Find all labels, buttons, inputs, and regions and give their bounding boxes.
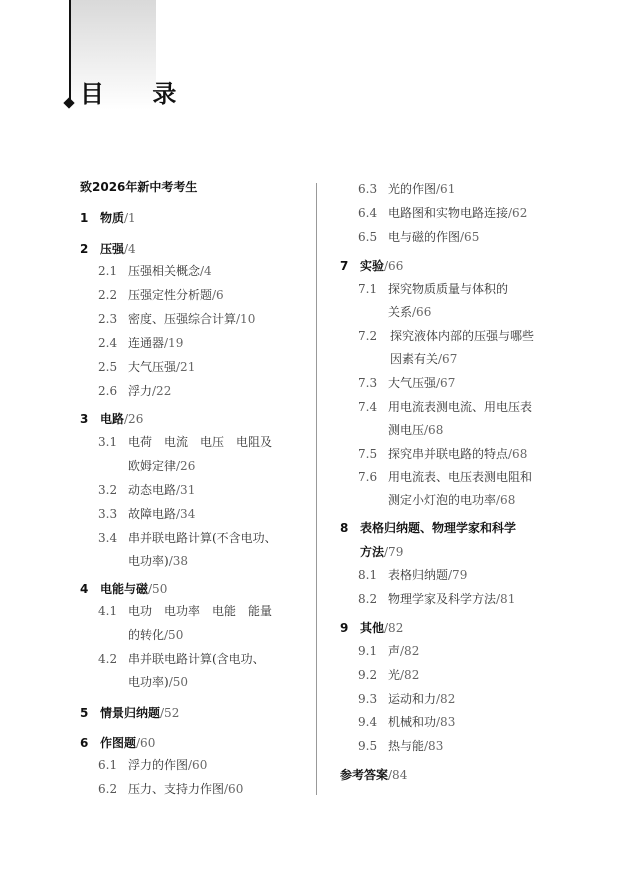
toc-section-title: 压力、支持力作图 — [128, 782, 225, 796]
toc-chapter-number: 4 — [80, 582, 89, 596]
toc-section-number: 2.3 — [98, 312, 118, 326]
toc-page-number: /79 — [384, 545, 404, 559]
toc-page-number: /60 — [224, 782, 244, 796]
toc-chapter-number: 7 — [340, 259, 349, 273]
toc-section-6-2[interactable] — [98, 780, 243, 798]
toc-page-number: /66 — [412, 305, 432, 319]
toc-section-number: 7.2 — [358, 329, 378, 343]
toc-section-7-6[interactable] — [358, 468, 532, 486]
toc-section-number: 3.2 — [98, 483, 118, 497]
toc-chapter-title: 实验 — [360, 259, 385, 273]
toc-section-title: 物理学家及科学方法 — [388, 592, 497, 606]
toc-section-7-2-cont[interactable] — [390, 350, 457, 368]
toc-section-7-6-cont[interactable] — [388, 491, 515, 509]
toc-page-number: /31 — [176, 483, 196, 497]
toc-chapter-number: 1 — [80, 211, 89, 225]
toc-section-title-continued: 欧姆定律 — [128, 459, 177, 473]
toc-entry-preface[interactable] — [80, 178, 197, 196]
toc-section-6-5[interactable] — [358, 228, 479, 246]
toc-page-number: /82 — [436, 692, 456, 706]
toc-entry-answers[interactable] — [340, 766, 407, 784]
toc-chapter-8-cont[interactable] — [360, 543, 403, 561]
toc-section-title-continued: 测定小灯泡的电功率 — [388, 493, 497, 507]
toc-chapter-title: 表格归纳题、物理学家和科学 — [360, 521, 517, 535]
toc-section-number: 9.4 — [358, 715, 378, 729]
toc-page-number: /21 — [176, 360, 196, 374]
column-divider — [316, 183, 317, 795]
toc-page-number: /22 — [152, 384, 172, 398]
toc-section-title: 密度、压强综合计算 — [128, 312, 237, 326]
toc-chapter-title-continued: 方法 — [360, 545, 385, 559]
toc-chapter-title: 参考答案 — [340, 768, 389, 782]
toc-section-number: 7.1 — [358, 282, 378, 296]
toc-section-2-5[interactable] — [98, 358, 195, 376]
toc-section-6-1[interactable] — [98, 756, 207, 774]
toc-section-title: 电功 电功率 电能 能量 — [128, 604, 273, 618]
toc-section-title: 动态电路 — [128, 483, 177, 497]
toc-section-7-3[interactable] — [358, 374, 455, 392]
toc-section-9-5[interactable] — [358, 737, 443, 755]
toc-section-2-6[interactable] — [98, 382, 171, 400]
toc-section-9-1[interactable] — [358, 642, 419, 660]
toc-section-3-1[interactable] — [98, 433, 272, 451]
toc-page-number: /4 — [200, 264, 212, 278]
toc-page-number: /66 — [384, 259, 404, 273]
toc-section-3-2[interactable] — [98, 481, 195, 499]
toc-section-8-2[interactable] — [358, 590, 515, 608]
toc-chapter-number: 5 — [80, 706, 89, 720]
toc-page-number: /50 — [168, 675, 188, 689]
toc-chapter-3[interactable] — [80, 410, 143, 428]
toc-section-number: 2.4 — [98, 336, 118, 350]
toc-entry-title: 致2026年新中考考生 — [80, 180, 198, 194]
toc-section-number: 4.1 — [98, 604, 118, 618]
toc-section-title: 串并联电路计算(不含电功、 — [128, 531, 277, 545]
toc-section-number: 7.3 — [358, 376, 378, 390]
toc-section-number: 7.4 — [358, 400, 378, 414]
toc-section-4-1-cont[interactable] — [128, 626, 183, 644]
toc-page-number: /60 — [188, 758, 208, 772]
toc-section-title: 用电流表测电流、用电压表 — [388, 400, 533, 414]
toc-section-title: 电荷 电流 电压 电阻及 — [128, 435, 273, 449]
toc-page-number: /67 — [438, 352, 458, 366]
toc-section-number: 8.1 — [358, 568, 378, 582]
toc-section-number: 9.2 — [358, 668, 378, 682]
toc-section-7-2[interactable] — [358, 327, 534, 345]
toc-chapter-number: 8 — [340, 521, 349, 535]
toc-section-number: 8.2 — [358, 592, 378, 606]
toc-section-title: 用电流表、电压表测电阻和 — [388, 470, 533, 484]
toc-section-number: 4.2 — [98, 652, 118, 666]
toc-chapter-title: 物质 — [100, 211, 125, 225]
toc-section-2-1[interactable] — [98, 262, 212, 280]
toc-page-number: /52 — [160, 706, 180, 720]
toc-page-number: /68 — [424, 423, 444, 437]
toc-section-4-2-cont[interactable] — [128, 673, 188, 691]
toc-chapter-1[interactable] — [80, 209, 136, 227]
toc-section-7-5[interactable] — [358, 445, 527, 463]
toc-section-title-continued: 电功率) — [128, 675, 169, 689]
toc-chapter-8[interactable] — [340, 519, 516, 537]
toc-page-number: /65 — [460, 230, 480, 244]
toc-chapter-title: 情景归纳题 — [100, 706, 161, 720]
toc-section-number: 6.1 — [98, 758, 118, 772]
toc-page-number: /67 — [436, 376, 456, 390]
toc-chapter-2[interactable] — [80, 240, 136, 258]
toc-section-title: 故障电路 — [128, 507, 177, 521]
toc-page-number: /82 — [384, 621, 404, 635]
toc-section-3-1-cont[interactable] — [128, 457, 195, 475]
page-title: 目 录 — [80, 79, 197, 108]
toc-section-title: 机械和功 — [388, 715, 437, 729]
toc-chapter-5[interactable] — [80, 704, 179, 722]
toc-chapter-title: 其他 — [360, 621, 385, 635]
toc-page-number: /10 — [236, 312, 256, 326]
toc-section-title-continued: 测电压 — [388, 423, 425, 437]
toc-section-number: 6.3 — [358, 182, 378, 196]
toc-page-number: /4 — [124, 242, 136, 256]
toc-section-title: 大气压强 — [128, 360, 177, 374]
toc-page-number: /82 — [400, 644, 420, 658]
toc-section-2-2[interactable] — [98, 286, 224, 304]
toc-page-number: /68 — [508, 447, 528, 461]
toc-section-7-4-cont[interactable] — [388, 421, 443, 439]
toc-section-title: 光的作图 — [388, 182, 437, 196]
toc-chapter-title: 作图题 — [100, 736, 137, 750]
toc-section-title-continued: 的转化 — [128, 628, 165, 642]
toc-section-title-continued: 因素有关 — [390, 352, 439, 366]
toc-section-number: 2.6 — [98, 384, 118, 398]
toc-page-number: /83 — [436, 715, 456, 729]
toc-section-title: 探究液体内部的压强与哪些 — [390, 329, 535, 343]
toc-section-3-3[interactable] — [98, 505, 195, 523]
toc-section-title: 声 — [388, 644, 401, 658]
toc-section-title-continued: 关系 — [388, 305, 413, 319]
toc-chapter-number: 3 — [80, 412, 89, 426]
toc-section-3-4[interactable] — [98, 529, 277, 547]
toc-chapter-4[interactable] — [80, 580, 167, 598]
toc-section-title: 浮力的作图 — [128, 758, 189, 772]
toc-page-number: /6 — [212, 288, 224, 302]
toc-section-number: 6.4 — [358, 206, 378, 220]
toc-section-title: 电路图和实物电路连接 — [388, 206, 509, 220]
toc-section-number: 2.1 — [98, 264, 118, 278]
toc-page-number: /50 — [164, 628, 184, 642]
toc-section-title-continued: 电功率) — [128, 554, 169, 568]
toc-section-title: 压强相关概念 — [128, 264, 201, 278]
toc-section-title: 连通器 — [128, 336, 165, 350]
toc-section-number: 3.3 — [98, 507, 118, 521]
toc-page-number: /84 — [388, 768, 408, 782]
toc-chapter-9[interactable] — [340, 619, 403, 637]
toc-chapter-title: 压强 — [100, 242, 125, 256]
toc-chapter-number: 9 — [340, 621, 349, 635]
toc-page-number: /38 — [168, 554, 188, 568]
toc-section-number: 6.2 — [98, 782, 118, 796]
toc-section-title: 串并联电路计算(含电功、 — [128, 652, 265, 666]
toc-page-number: /34 — [176, 507, 196, 521]
toc-page-number: /60 — [136, 736, 156, 750]
toc-chapter-title: 电能与磁 — [100, 582, 149, 596]
toc-section-title: 热与能 — [388, 739, 425, 753]
toc-section-4-1[interactable] — [98, 602, 272, 620]
toc-section-number: 7.6 — [358, 470, 378, 484]
toc-section-title: 运动和力 — [388, 692, 437, 706]
toc-section-title: 压强定性分析题 — [128, 288, 213, 302]
toc-section-number: 9.1 — [358, 644, 378, 658]
toc-section-7-1-cont[interactable] — [388, 303, 431, 321]
toc-page-number: /83 — [424, 739, 444, 753]
toc-section-7-1[interactable] — [358, 280, 508, 298]
toc-section-6-4[interactable] — [358, 204, 527, 222]
toc-section-3-4-cont[interactable] — [128, 552, 188, 570]
toc-page-number: /82 — [400, 668, 420, 682]
toc-page-number: /68 — [496, 493, 516, 507]
toc-section-title: 浮力 — [128, 384, 153, 398]
toc-section-title: 表格归纳题 — [388, 568, 449, 582]
toc-page-number: /26 — [176, 459, 196, 473]
toc-section-9-3[interactable] — [358, 690, 455, 708]
toc-page-number: /79 — [448, 568, 468, 582]
toc-section-9-4[interactable] — [358, 713, 455, 731]
toc-section-number: 9.5 — [358, 739, 378, 753]
toc-page-number: /50 — [148, 582, 168, 596]
toc-section-number: 2.2 — [98, 288, 118, 302]
toc-page-number: /19 — [164, 336, 184, 350]
toc-section-2-4[interactable] — [98, 334, 183, 352]
toc-section-title: 光 — [388, 668, 401, 682]
toc-chapter-title: 电路 — [100, 412, 125, 426]
toc-section-number: 6.5 — [358, 230, 378, 244]
toc-chapter-number: 6 — [80, 736, 89, 750]
toc-section-number: 9.3 — [358, 692, 378, 706]
toc-chapter-number: 2 — [80, 242, 89, 256]
toc-section-title: 探究串并联电路的特点 — [388, 447, 509, 461]
toc-section-2-3[interactable] — [98, 310, 255, 328]
toc-section-7-4[interactable] — [358, 398, 532, 416]
toc-section-title: 探究物质质量与体积的 — [388, 282, 509, 296]
toc-section-9-2[interactable] — [358, 666, 419, 684]
header-vertical-rule — [69, 0, 71, 104]
toc-section-title: 大气压强 — [388, 376, 437, 390]
toc-page-number: /26 — [124, 412, 144, 426]
toc-page-number: /61 — [436, 182, 456, 196]
toc-section-number: 3.1 — [98, 435, 118, 449]
toc-section-4-2[interactable] — [98, 650, 265, 668]
toc-section-6-3[interactable] — [358, 180, 455, 198]
toc-page-number: /1 — [124, 211, 136, 225]
toc-section-number: 7.5 — [358, 447, 378, 461]
toc-section-title: 电与磁的作图 — [388, 230, 461, 244]
toc-chapter-6[interactable] — [80, 734, 155, 752]
toc-chapter-7[interactable] — [340, 257, 403, 275]
toc-section-number: 3.4 — [98, 531, 118, 545]
toc-page-number: /81 — [496, 592, 516, 606]
toc-section-number: 2.5 — [98, 360, 118, 374]
toc-section-8-1[interactable] — [358, 566, 467, 584]
toc-page-number: /62 — [508, 206, 528, 220]
